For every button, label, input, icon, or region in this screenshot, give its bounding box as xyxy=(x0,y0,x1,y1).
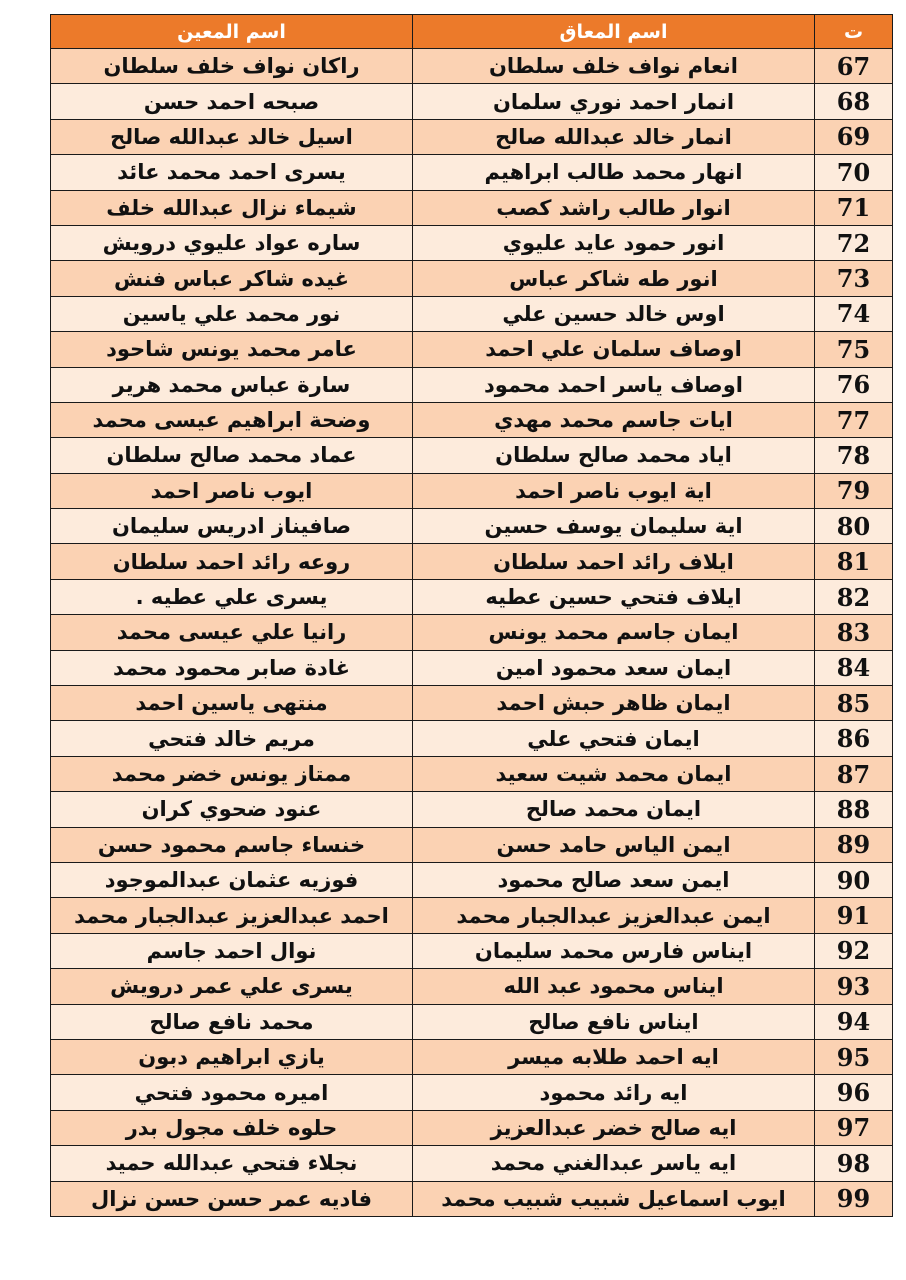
row-number: 98 xyxy=(815,1146,893,1181)
table-row xyxy=(51,650,893,685)
disabled-name-cell: ايمان سعد محمود امين xyxy=(413,650,815,685)
disabled-name-cell: ايمن الياس حامد حسن xyxy=(413,827,815,862)
helper-name-cell: راكان نواف خلف سلطان xyxy=(51,49,413,84)
disabled-name-cell: ايه رائد محمود xyxy=(413,1075,815,1110)
helper-name-cell: صبحه احمد حسن xyxy=(51,84,413,119)
helper-name-cell: خنساء جاسم محمود حسن xyxy=(51,827,413,862)
table-row xyxy=(51,509,893,544)
helper-name-cell: عماد محمد صالح سلطان xyxy=(51,438,413,473)
helper-name-cell: رانيا علي عيسى محمد xyxy=(51,615,413,650)
table-row xyxy=(51,615,893,650)
disabled-name-cell: اوصاف سلمان علي احمد xyxy=(413,332,815,367)
disabled-name-cell: انوار طالب راشد كصب xyxy=(413,190,815,225)
disabled-name-cell: ايمن عبدالعزيز عبدالجبار محمد xyxy=(413,898,815,933)
row-number: 88 xyxy=(815,792,893,827)
disabled-name-cell: اية سليمان يوسف حسين xyxy=(413,509,815,544)
row-number: 89 xyxy=(815,827,893,862)
helper-name-cell: عامر محمد يونس شاحود xyxy=(51,332,413,367)
disabled-name-cell: ايمان محمد صالح xyxy=(413,792,815,827)
row-number: 83 xyxy=(815,615,893,650)
table-row xyxy=(51,721,893,756)
row-number: 93 xyxy=(815,969,893,1004)
disabled-name-cell: انمار احمد نوري سلمان xyxy=(413,84,815,119)
table-row xyxy=(51,862,893,897)
row-number: 74 xyxy=(815,296,893,331)
disabled-name-cell: ايمن سعد صالح محمود xyxy=(413,862,815,897)
table-row xyxy=(51,402,893,437)
disabled-name-cell: ايلاف رائد احمد سلطان xyxy=(413,544,815,579)
row-number: 81 xyxy=(815,544,893,579)
helper-name-cell: مريم خالد فتحي xyxy=(51,721,413,756)
row-number: 82 xyxy=(815,579,893,614)
row-number: 75 xyxy=(815,332,893,367)
disabled-name-cell: ايناس فارس محمد سليمان xyxy=(413,933,815,968)
helper-name-cell: سارة عباس محمد هرير xyxy=(51,367,413,402)
helper-name-cell: يسرى علي عطيه . xyxy=(51,579,413,614)
row-number: 80 xyxy=(815,509,893,544)
table-row xyxy=(51,827,893,862)
header-helper-name: اسم المعين xyxy=(51,15,413,49)
table-row xyxy=(51,367,893,402)
helper-name-cell: صافيناز ادريس سليمان xyxy=(51,509,413,544)
disabled-name-cell: انهار محمد طالب ابراهيم xyxy=(413,155,815,190)
table-row xyxy=(51,438,893,473)
row-number: 68 xyxy=(815,84,893,119)
disabled-name-cell: ايوب اسماعيل شبيب شبيب محمد xyxy=(413,1181,815,1216)
helper-name-cell: غيده شاكر عباس فنش xyxy=(51,261,413,296)
helper-name-cell: غادة صابر محمود محمد xyxy=(51,650,413,685)
disabled-name-cell: اوصاف ياسر احمد محمود xyxy=(413,367,815,402)
table-row xyxy=(51,1110,893,1145)
helper-name-cell: محمد نافع صالح xyxy=(51,1004,413,1039)
table-row xyxy=(51,898,893,933)
table-row xyxy=(51,1181,893,1216)
row-number: 86 xyxy=(815,721,893,756)
disabled-name-cell: ايناس نافع صالح xyxy=(413,1004,815,1039)
helper-name-cell: وضحة ابراهيم عيسى محمد xyxy=(51,402,413,437)
row-number: 70 xyxy=(815,155,893,190)
header-number: ت xyxy=(815,15,893,49)
helper-name-cell: يازي ابراهيم دبون xyxy=(51,1039,413,1074)
disabled-name-cell: ايمان جاسم محمد يونس xyxy=(413,615,815,650)
helper-name-cell: نجلاء فتحي عبدالله حميد xyxy=(51,1146,413,1181)
table-row xyxy=(51,190,893,225)
helper-name-cell: يسرى احمد محمد عائد xyxy=(51,155,413,190)
helper-name-cell: اسيل خالد عبدالله صالح xyxy=(51,119,413,154)
row-number: 69 xyxy=(815,119,893,154)
row-number: 92 xyxy=(815,933,893,968)
row-number: 91 xyxy=(815,898,893,933)
disabled-name-cell: ايناس محمود عبد الله xyxy=(413,969,815,1004)
table-row xyxy=(51,332,893,367)
helper-name-cell: ساره عواد عليوي درويش xyxy=(51,225,413,260)
disabled-name-cell: ايلاف فتحي حسين عطيه xyxy=(413,579,815,614)
table-row xyxy=(51,579,893,614)
row-number: 76 xyxy=(815,367,893,402)
helper-name-cell: نوال احمد جاسم xyxy=(51,933,413,968)
disabled-name-cell: ايمان فتحي علي xyxy=(413,721,815,756)
header-disabled-name: اسم المعاق xyxy=(413,15,815,49)
table-row xyxy=(51,84,893,119)
table-row xyxy=(51,296,893,331)
helper-name-cell: فوزيه عثمان عبدالموجود xyxy=(51,862,413,897)
table-row xyxy=(51,261,893,296)
disabled-name-cell: اية ايوب ناصر احمد xyxy=(413,473,815,508)
helper-name-cell: منتهى ياسين احمد xyxy=(51,686,413,721)
table-row xyxy=(51,1075,893,1110)
disabled-name-cell: اوس خالد حسين علي xyxy=(413,296,815,331)
disabled-name-cell: انعام نواف خلف سلطان xyxy=(413,49,815,84)
table-row xyxy=(51,155,893,190)
table-row xyxy=(51,119,893,154)
table-row xyxy=(51,756,893,791)
helper-name-cell: ممتاز يونس خضر محمد xyxy=(51,756,413,791)
row-number: 90 xyxy=(815,862,893,897)
names-table xyxy=(50,14,893,1217)
disabled-name-cell: ايمان محمد شيت سعيد xyxy=(413,756,815,791)
disabled-name-cell: ايه احمد طلابه ميسر xyxy=(413,1039,815,1074)
table-row xyxy=(51,225,893,260)
helper-name-cell: عنود ضحوي كران xyxy=(51,792,413,827)
row-number: 79 xyxy=(815,473,893,508)
row-number: 73 xyxy=(815,261,893,296)
helper-name-cell: احمد عبدالعزيز عبدالجبار محمد xyxy=(51,898,413,933)
row-number: 87 xyxy=(815,756,893,791)
helper-name-cell: اميره محمود فتحي xyxy=(51,1075,413,1110)
disabled-name-cell: اياد محمد صالح سلطان xyxy=(413,438,815,473)
table-row xyxy=(51,1004,893,1039)
helper-name-cell: يسرى علي عمر درويش xyxy=(51,969,413,1004)
helper-name-cell: روعه رائد احمد سلطان xyxy=(51,544,413,579)
row-number: 84 xyxy=(815,650,893,685)
disabled-name-cell: ايمان ظاهر حبش احمد xyxy=(413,686,815,721)
table-row xyxy=(51,933,893,968)
disabled-name-cell: انور طه شاكر عباس xyxy=(413,261,815,296)
disabled-name-cell: انور حمود عايد عليوي xyxy=(413,225,815,260)
row-number: 71 xyxy=(815,190,893,225)
row-number: 72 xyxy=(815,225,893,260)
row-number: 97 xyxy=(815,1110,893,1145)
row-number: 78 xyxy=(815,438,893,473)
helper-name-cell: حلوه خلف مجول بدر xyxy=(51,1110,413,1145)
helper-name-cell: فاديه عمر حسن حسن نزال xyxy=(51,1181,413,1216)
helper-name-cell: نور محمد علي ياسين xyxy=(51,296,413,331)
table-row xyxy=(51,792,893,827)
table-row xyxy=(51,1039,893,1074)
table-row xyxy=(51,1146,893,1181)
row-number: 99 xyxy=(815,1181,893,1216)
table-row xyxy=(51,49,893,84)
row-number: 67 xyxy=(815,49,893,84)
row-number: 95 xyxy=(815,1039,893,1074)
disabled-name-cell: انمار خالد عبدالله صالح xyxy=(413,119,815,154)
header-row xyxy=(51,15,893,49)
table-row xyxy=(51,969,893,1004)
row-number: 77 xyxy=(815,402,893,437)
disabled-name-cell: ايه صالح خضر عبدالعزيز xyxy=(413,1110,815,1145)
row-number: 94 xyxy=(815,1004,893,1039)
table-row xyxy=(51,473,893,508)
disabled-name-cell: ايه ياسر عبدالغني محمد xyxy=(413,1146,815,1181)
table-row xyxy=(51,544,893,579)
row-number: 85 xyxy=(815,686,893,721)
disabled-name-cell: ايات جاسم محمد مهدي xyxy=(413,402,815,437)
helper-name-cell: شيماء نزال عبدالله خلف xyxy=(51,190,413,225)
table-row xyxy=(51,686,893,721)
row-number: 96 xyxy=(815,1075,893,1110)
helper-name-cell: ايوب ناصر احمد xyxy=(51,473,413,508)
